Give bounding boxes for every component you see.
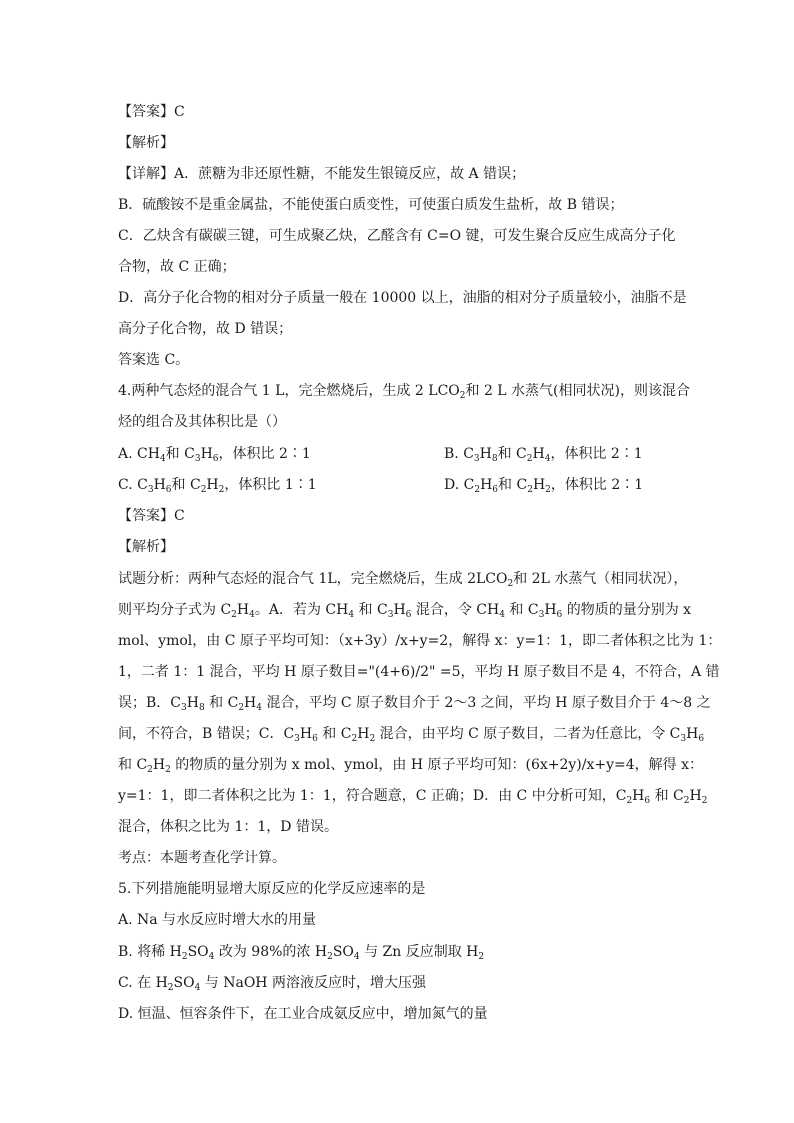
q4-analysis-line6: 间，不符合，B 错误；C．$C_3H_6$ 和 $C_2H_2$ 混合，由平均 C 原子数目，二者为任意比，令 $C_3H_6$ xyxy=(118,726,705,744)
q4-option-a: A. $CH_4$和 $C_3H_6$，体积比 2∶1 xyxy=(118,446,311,464)
q5-option-a: A. Na 与水反应时增大水的用量 xyxy=(118,912,317,928)
q4-analysis-line8: y=1：1，即二者体积之比为 1：1，符合题意，C 正确；D．由 C 中分析可知，$C_2H_6$ 和 $C_2H_2$ xyxy=(118,788,708,806)
q4-analysis-line4: 1，二者 1：1 混合，平均 H 原子数目="(4+6)/2" =5，平均 H 原子数目不是 4，不符合，A 错 xyxy=(118,664,720,680)
q5-option-b: B. 将稀 $H_2SO_4$ 改为 98%的浓 $H_2SO_4$ 与 Zn 反应制取 $H_2$ xyxy=(118,944,485,962)
q4-analysis-line2: 则平均分子式为 $C_2H_4$。A．若为 $CH_4$ 和 $C_3H_6$ 混合，令 $CH_4$ 和 $C_3H_6$ 的物质的量分别为 x xyxy=(118,602,692,620)
q3-answer: 【答案】C xyxy=(118,104,185,120)
q3-detail-a: 【详解】A．蔗糖为非还原性糖，不能发生银镜反应，故 A 错误； xyxy=(118,166,526,182)
q4-analysis-line3: mol、ymol，由 C 原子平均可知：（x+3y）/x+y=2，解得 x：y=1：1，即二者体积之比为 1： xyxy=(118,633,722,649)
q3-detail-d2: 高分子化合物，故 D 错误； xyxy=(118,321,293,337)
q4-option-d: D. $C_2H_6$和 $C_2H_2$，体积比 2∶1 xyxy=(444,477,644,495)
q5-stem: 5.下列措施能明显增大原反应的化学反应速率的是 xyxy=(118,881,426,897)
q3-analysis-label: 【解析】 xyxy=(118,135,174,151)
q4-answer: 【答案】C xyxy=(118,508,185,524)
q4-analysis-line5: 误；B．$C_3H_8$ 和 $C_2H_4$ 混合，平均 C 原子数目介于 2～3 之间，平均 H 原子数目介于 4～8 之 xyxy=(118,695,711,713)
q4-analysis-line9: 混合，体积之比为 1：1，D 错误。 xyxy=(118,819,338,835)
q4-kaodian: 考点：本题考查化学计算。 xyxy=(118,850,286,866)
q4-analysis-label: 【解析】 xyxy=(118,539,174,555)
q5-option-c: C. 在 $H_2SO_4$ 与 NaOH 两溶液反应时，增大压强 xyxy=(118,975,426,993)
q4-stem-line1: 4.两种气态烃的混合气 1 L，完全燃烧后，生成 2 $LCO_2$和 2 L 水蒸气(相同状况)，则该混合 xyxy=(118,383,690,401)
q3-detail-c1: C．乙炔含有碳碳三键，可生成聚乙炔，乙醛含有 C=O 键，可发生聚合反应生成高分子化 xyxy=(118,228,676,244)
q4-analysis-line1: 试题分析：两种气态烃的混合气 1L，完全燃烧后，生成 $2LCO_2$和 2L 水蒸气（相同状况）， xyxy=(118,571,688,589)
q4-option-b: B. $C_3H_8$和 $C_2H_4$，体积比 2∶1 xyxy=(444,446,643,464)
q3-detail-c2: 合物，故 C 正确； xyxy=(118,259,236,275)
q4-analysis-line7: 和 $C_2H_2$ 的物质的量分别为 x mol、ymol，由 H 原子平均可知：(6x+2y)/x+y=4，解得 x： xyxy=(118,757,703,775)
q3-detail-b: B．硫酸铵不是重金属盐，不能使蛋白质变性，可使蛋白质发生盐析，故 B 错误； xyxy=(118,197,624,213)
q4-option-c: C. $C_3H_6$和 $C_2H_2$，体积比 1∶1 xyxy=(118,477,317,495)
q3-conclusion: 答案选 C。 xyxy=(118,352,190,368)
q3-detail-d1: D．高分子化合物的相对分子质量一般在 10000 以上，油脂的相对分子质量较小，油脂不是 xyxy=(118,290,687,306)
q4-stem-line2: 烃的组合及其体积比是（） xyxy=(118,414,286,430)
q5-option-d: D. 恒温、恒容条件下，在工业合成氨反应中，增加氮气的量 xyxy=(118,1006,488,1022)
